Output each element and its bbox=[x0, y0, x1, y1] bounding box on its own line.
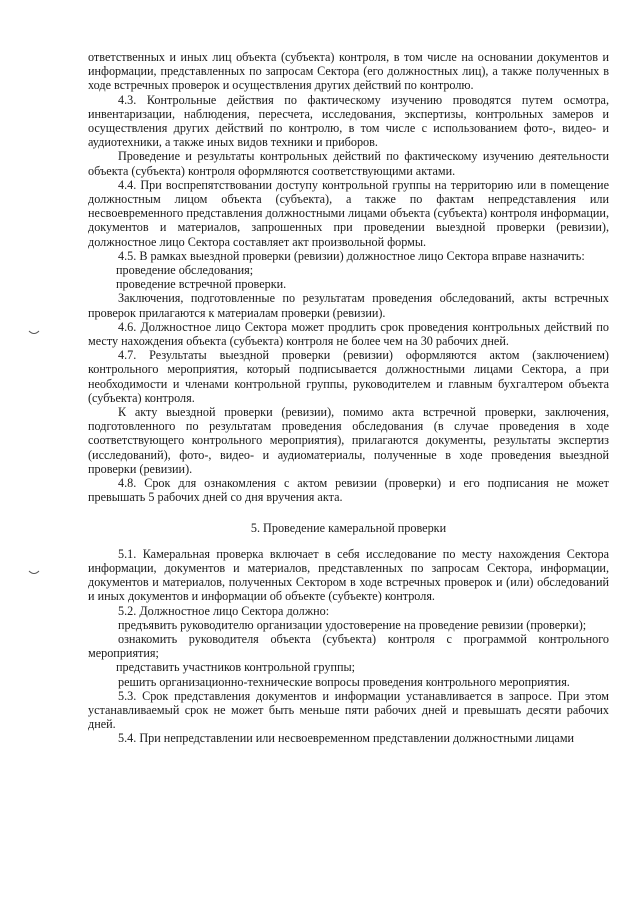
list-item: проведение встречной проверки. bbox=[116, 277, 287, 292]
paragraph-4-8: 4.8. Срок для ознакомления с актом ревизии (проверки) и его подписания не может превышать 5 рабочих дней со дня вручения акта. bbox=[88, 476, 609, 505]
list-item: предъявить руководителю организации удостоверение на проведение ревизии (проверки); bbox=[118, 617, 587, 632]
paragraph-4-7: 4.7. Результаты выездной проверки (ревизии) оформляются актом (заключением) контрольного мероприятия, который подписывается должностными лицами Сектора, а при необходимости и членами контрольной группы, руководителем и главным бухгалтером объекта (субъекта) контроля. bbox=[88, 348, 609, 405]
list-item: проведение обследования; bbox=[116, 263, 254, 278]
paragraph-5-2: 5.2. Должностное лицо Сектора должно: bbox=[118, 603, 330, 618]
binding-hole-mark bbox=[28, 330, 40, 336]
paragraph-4-5: 4.5. В рамках выездной проверки (ревизии) должностное лицо Сектора вправе назначить: bbox=[118, 248, 585, 263]
paragraph-5-3: 5.3. Срок представления документов и информации устанавливается в запросе. При этом устанавливаемый срок не может быть меньше пяти рабочих дней и превышать десяти рабочих дней. bbox=[88, 688, 609, 732]
list-item: представить участников контрольной группы; bbox=[116, 660, 356, 675]
binding-hole-mark bbox=[28, 570, 40, 576]
paragraph: ответственных и иных лиц объекта (субъекта) контроля, в том числе на основании документов и информации, представленных по запросам Сектора (его должностных лиц), а также полученных в ходе встречных проверок и осуществления других действий по контролю. bbox=[88, 50, 609, 93]
paragraph-5-1: 5.1. Камеральная проверка включает в себя исследование по месту нахождения Сектора информации, документов и материалов, представленных по запросам Сектора, информации, документов и материалов, полученных Сектором в ходе встречных проверок и (или) обследований и иных документов и информации об объекте (субъекте) контроля. bbox=[88, 546, 609, 604]
paragraph-4-4: 4.4. При воспрепятствовании доступу контрольной группы на территорию или в помещение должностным лицом объекта (субъекта), а также по фактам непредставления или несвоевременного представления должностными лицами объекта (субъекта) контроля информации, документов и материалов, запрошенных при проведении выездной проверки (ревизии), должностное лицо Сектора составляет акт произвольной формы. bbox=[88, 177, 609, 249]
paragraph-5-4: 5.4. При непредставлении или несвоевременном представлении должностными лицами bbox=[118, 731, 575, 746]
paragraph: К акту выездной проверки (ревизии), помимо акта встречной проверки, заключения, подготовленного по результатам проведения обследования (в случае проведения в ходе соответствующего контрольного мероприятия), прилагаются документы, результаты экспертиз (исследований), фото-, видео- и аудиоматериалы, полученные в ходе проведения выездной проверки (ревизии). bbox=[88, 405, 609, 476]
section-heading: 5. Проведение камеральной проверки bbox=[250, 520, 447, 535]
paragraph: Заключения, подготовленные по результатам проведения обследований, акты встречных проверок прилагаются к материалам проверки (ревизии). bbox=[88, 291, 609, 320]
list-item: ознакомить руководителя объекта (субъекта) контроля с программой контрольного мероприятия; bbox=[88, 631, 609, 661]
paragraph: Проведение и результаты контрольных действий по фактическому изучению деятельности объекта (субъекта) контроля оформляются соответствующими актами. bbox=[88, 149, 609, 178]
paragraph-4-3: 4.3. Контрольные действия по фактическому изучению проводятся путем осмотра, инвентаризации, наблюдения, пересчета, исследования, экспертизы, контрольных замеров и осуществления других действий по контролю, в том числе с использованием фото-, видео- и аудиотехники, а также иных видов техники и приборов. bbox=[88, 92, 609, 150]
document-body bbox=[88, 50, 609, 746]
list-item: решить организационно-технические вопросы проведения контрольного мероприятия. bbox=[118, 674, 570, 689]
paragraph-4-6: 4.6. Должностное лицо Сектора может продлить срок проведения контрольных действий по месту нахождения объекта (субъекта) контроля не более чем на 30 рабочих дней. bbox=[88, 319, 609, 349]
